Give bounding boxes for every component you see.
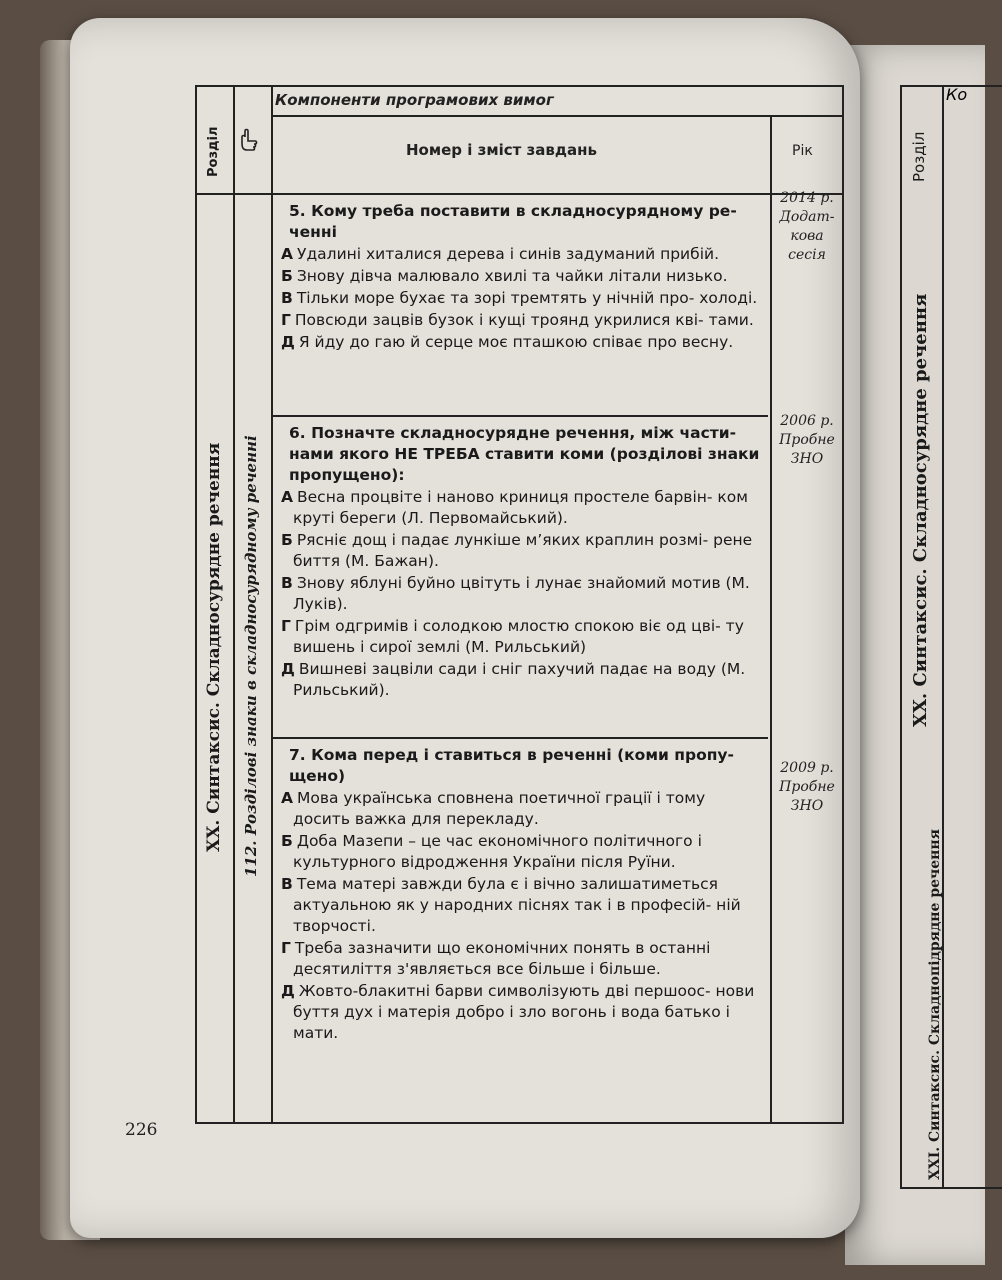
components-label: Компоненти програмових вимог [275, 91, 554, 109]
task-7-option-d: Г Треба зазначити що економічних понять в останні десятиліття з'являється все більше і більше. [281, 939, 711, 978]
task-6-option-b: Б Рясніє дощ і падає лункіше м’яких краплин розмі- рене биття (М. Бажан). [281, 531, 753, 570]
task-5-option-a: А Удалині хиталися дерева і синів задуманий прибій. [281, 245, 719, 263]
topic-title: 112. Розділові знаки в складносурядному реченні [242, 435, 260, 877]
task-5-option-c: В Тільки море бухає та зорі тремтять у нічній про- холоді. [281, 289, 758, 307]
header-row-tasks [271, 115, 842, 195]
task-5-option-b: Б Знову дівча малювало хвилі та чайки літали низько. [281, 267, 728, 285]
right-page-table [900, 85, 1002, 1189]
task-7-year: 2009 р. Пробне ЗНО [779, 760, 835, 814]
task-6-question: 6. Позначте складносурядне речення, між части- нами якого НЕ ТРЕБА ставити коми (розділові знаки пропущено): [289, 424, 760, 484]
section-label: Розділ [206, 126, 221, 177]
task-7-question: 7. Кома перед і ставиться в реченні (коми пропу- щено) [289, 746, 734, 785]
task-7-option-c: В Тема матері завжди була є і вічно залишатиметься актуальною як у народних піснях так і в професій- ній творчості. [281, 875, 741, 935]
task-5-option-d: Г Повсюди зацвів бузок і кущі троянд укрилися кві- тами. [281, 311, 754, 329]
header-row-components [271, 87, 842, 117]
task-6-year: 2006 р. Пробне ЗНО [779, 413, 835, 467]
task-5-year: 2014 р. Додат- кова сесія [779, 190, 835, 263]
task-6 [273, 417, 768, 739]
tasks-label: Номер і зміст завдань [406, 141, 597, 159]
chapter-title: XX. Синтаксис. Складносурядне речення [204, 442, 224, 852]
task-5-question: 5. Кому треба поставити в складносурядному ре- ченні [289, 202, 737, 241]
task-7-option-b: Б Доба Мазепи – це час економічного політичного і культурного відродження України після Руїни. [281, 832, 702, 871]
year-column [770, 115, 842, 1122]
task-7 [273, 739, 768, 1122]
task-6-option-d: Г Грім одгримів і солодкою млостю спокою віє од цві- ту вишень і сирої землі (М. Рильський) [281, 617, 744, 656]
right-components-label: Ко [946, 85, 968, 104]
task-6-option-c: В Знову яблуні буйно цвітуть і лунає знайомий мотив (М. Луків). [281, 574, 750, 613]
page-number: 226 [125, 1120, 158, 1140]
task-6-option-e: Д Вишневі зацвіли сади і сніг пахучий падає на воду (М. Рильський). [281, 660, 746, 699]
year-label: Рік [792, 143, 813, 159]
right-chapter-title: XX. Синтаксис. Складносурядне речення [910, 293, 931, 727]
task-5-option-e: Д Я йду до гаю й серце моє пташкою співає про весну. [281, 333, 734, 351]
topic-column [233, 87, 273, 1122]
task-5 [273, 195, 768, 417]
right-section-label: Розділ [910, 131, 928, 182]
pointing-hand-icon [239, 127, 263, 157]
task-7-option-a: А Мова українська сповнена поетичної грації і тому досить важка для перекладу. [281, 789, 706, 828]
right-page [845, 45, 985, 1265]
task-7-option-e: Д Жовто-блакитні барви символізують дві першоос- нови буття дух і матерія добро і зло вогонь і вода батько і мати. [281, 982, 755, 1042]
tasks-table [195, 85, 844, 1124]
task-6-option-a: А Весна процвіте і наново криниця простеле барвін- ком круті береги (Л. Первомайський). [281, 488, 748, 527]
section-column [197, 87, 235, 1122]
right-next-chapter-title: XXI. Синтаксис. Складнопідрядне речення [927, 828, 943, 1180]
